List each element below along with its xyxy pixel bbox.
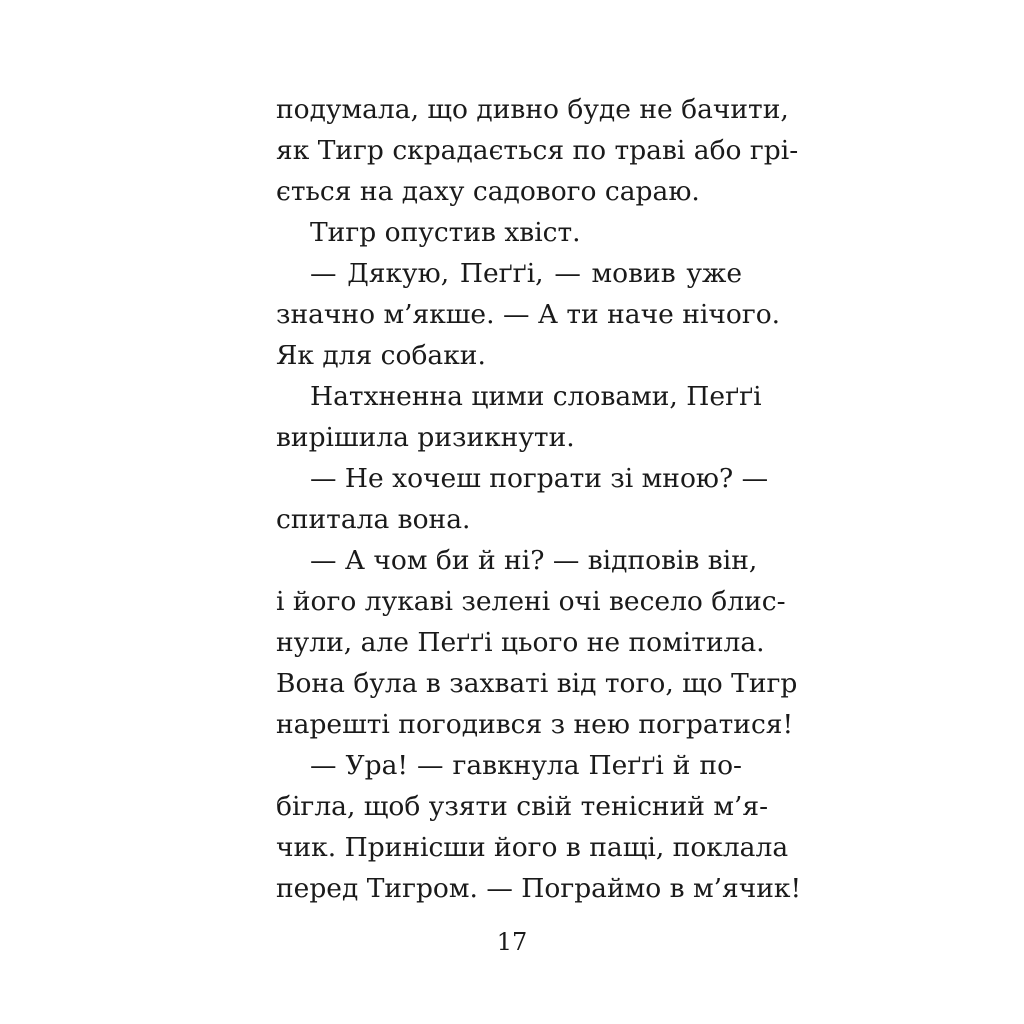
text-line: Натхненна цими словами, Пеґґі	[310, 381, 762, 412]
text-line: — Не хочеш пограти зі мною? —	[310, 463, 769, 494]
text-line: вирішила ризикнути.	[276, 422, 575, 453]
text-line: чик. Принісши його в пащі, поклала	[276, 832, 789, 863]
text-line: як Тигр скрадається по траві або грі-	[276, 135, 799, 166]
text-line: нарешті погодився з нею погратися!	[276, 709, 794, 740]
text-line: значно м’якше. — А ти наче нічого.	[276, 299, 781, 330]
text-line: перед Тигром. — Пограймо в м’ячик!	[276, 873, 802, 904]
text-line: Вона була в захваті від того, що Тигр	[276, 668, 798, 699]
text-line: ється на даху садового сараю.	[276, 176, 700, 207]
text-line: і його лукаві зелені очі весело блис-	[276, 586, 786, 617]
page-number: 17	[496, 928, 528, 956]
text-line: спитала вона.	[276, 504, 471, 535]
text-line: подумала, що дивно буде не бачити,	[276, 94, 789, 125]
text-line: Як для собаки.	[276, 340, 486, 371]
text-line: бігла, щоб узяти свій тенісний м’я-	[276, 791, 769, 822]
text-line: — Дякую, Пеґґі, — мовив уже	[310, 258, 742, 289]
text-line: — Ура! — гавкнула Пеґґі й по-	[310, 750, 742, 781]
text-line: Тигр опустив хвіст.	[310, 217, 581, 248]
text-line: нули, але Пеґґі цього не помітила.	[276, 627, 765, 658]
text-line: — А чом би й ні? — відповів він,	[310, 545, 758, 576]
